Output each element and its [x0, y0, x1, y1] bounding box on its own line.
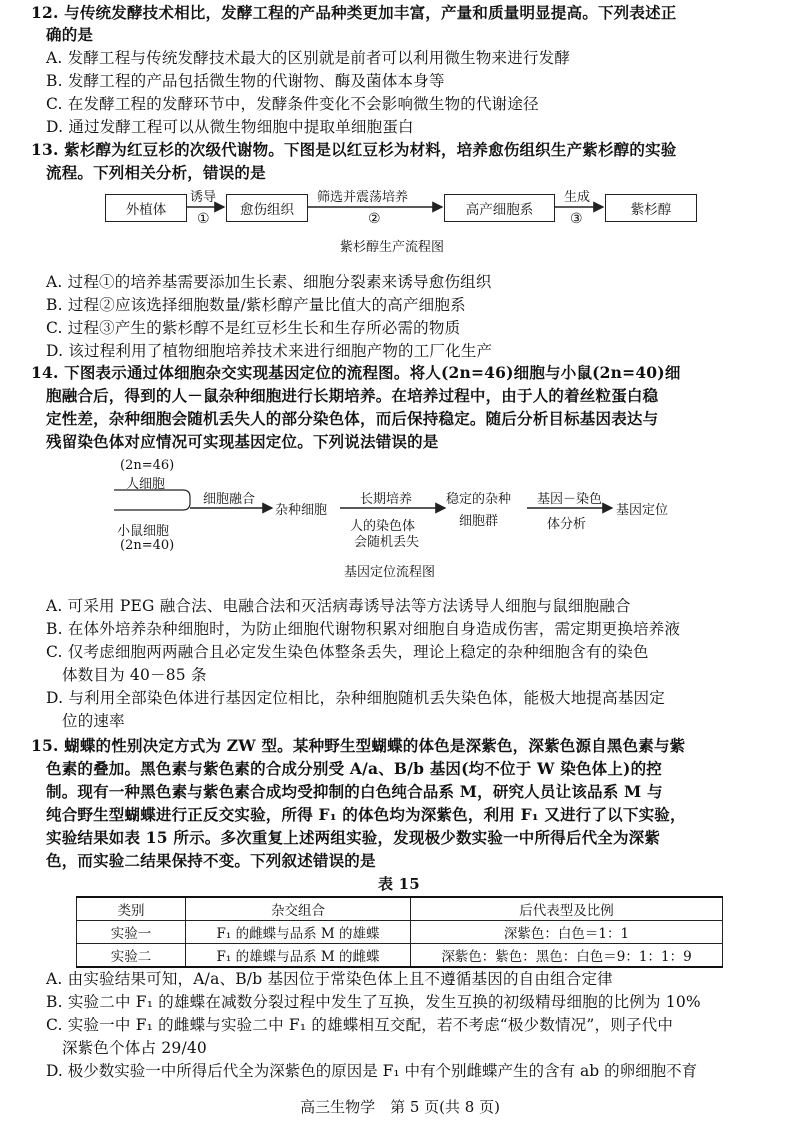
table-header-row — [77, 897, 723, 921]
question-14-option-b: B. 在体外培养杂种细胞时，为防止细胞代谢物积累对细胞自身造成伤害，需定期更换培养液 — [46, 620, 681, 638]
table-cell: 实验二 — [77, 944, 186, 968]
table-cell: 实验一 — [77, 921, 186, 944]
question-13-option-c: C. 过程③产生的紫杉醇不是红豆杉生长和生存所必需的物质 — [46, 319, 461, 337]
question-12-stem-line-1: 12. 与传统发酵技术相比，发酵工程的产品种类更加丰富，产量和质量明显提高。下列表述正 — [31, 3, 677, 22]
question-15-option-c-line-1: C. 实验一中 F₁ 的雌蝶与实验二中 F₁ 的雄蝶相互交配，若不考虑“极少数情况”，则子代中 — [46, 1016, 674, 1034]
question-15-option-d: D. 极少数实验一中所得后代全为深紫色的原因是 F₁ 中有个别雌蝶产生的含有 ab 的卵细胞不育 — [46, 1062, 698, 1080]
flow-box-callus: 愈伤组织 — [226, 194, 308, 222]
table-15-title: 表 15 — [378, 875, 420, 893]
question-12-option-b: B. 发酵工程的产品包括微生物的代谢物、酶及菌体本身等 — [46, 72, 445, 90]
question-13-option-d: D. 该过程利用了植物细胞培养技术来进行细胞产物的工厂化生产 — [46, 342, 493, 360]
step-3-marker: ③ — [570, 211, 583, 227]
table-cell: 深紫色：紫色：黑色：白色＝9：1：1：9 — [411, 944, 723, 968]
question-13-option-b: B. 过程②应该选择细胞数量/紫杉醇产量比值大的高产细胞系 — [46, 296, 466, 314]
long-term-culture-label: 长期培养 — [360, 492, 413, 507]
question-12-option-c: C. 在发酵工程的发酵环节中，发酵条件变化不会影响微生物的代谢途径 — [46, 95, 539, 113]
question-13-stem-line-1: 13. 紫杉醇为红豆杉的次级代谢物。下图是以红豆杉为材料，培养愈伤组织生产紫杉醇的实验 — [31, 140, 677, 159]
analysis-label-line-1: 基因－染色 — [537, 492, 603, 507]
question-15-stem-line-5: 实验结果如表 15 所示。多次重复上述两组实验，发现极少数实验一中所得后代全为深紫 — [46, 828, 661, 847]
question-13-option-a: A. 过程①的培养基需要添加生长素、细胞分裂素来诱导愈伤组织 — [46, 273, 492, 291]
table-cell: F₁ 的雄蝶与品系 M 的雌蝶 — [186, 944, 411, 968]
gene-location-result: 基因定位 — [616, 503, 669, 518]
flow-box-paclitaxel: 紫杉醇 — [605, 194, 697, 222]
flow-box-high-yield-cell-line: 高产细胞系 — [444, 194, 555, 222]
human-chromosome-number: (2n=46) — [120, 458, 175, 473]
analysis-label-line-2: 体分析 — [547, 517, 587, 532]
chromosome-loss-line-1: 人的染色体 — [350, 519, 416, 534]
mouse-cell-label: 小鼠细胞 — [117, 524, 170, 539]
question-14-stem-line-1: 14. 下图表示通过体细胞杂交实现基因定位的流程图。将人(2n=46)细胞与小鼠(2n=40)细 — [31, 363, 681, 382]
step-1-marker: ① — [197, 211, 210, 227]
question-15-stem-line-3: 制。现有一种黑色素与紫色素合成均受抑制的白色纯合品系 M，研究人员让该品系 M 与 — [46, 782, 663, 801]
stable-hybrid-line-1: 稳定的杂种 — [446, 492, 512, 507]
page-footer: 高三生物学 第 5 页(共 8 页) — [300, 1098, 500, 1116]
flow-box-explant: 外植体 — [105, 194, 187, 222]
cell-fusion-label: 细胞融合 — [203, 492, 256, 507]
question-14-option-a: A. 可采用 PEG 融合法、电融合法和灭活病毒诱导法等方法诱导人细胞与鼠细胞融合 — [46, 597, 631, 615]
table-row — [77, 944, 723, 968]
question-15-option-a: A. 由实验结果可知，A/a、B/b 基因位于常染色体上且不遵循基因的自由组合定律 — [46, 970, 613, 988]
question-12-option-d: D. 通过发酵工程可以从微生物细胞中提取单细胞蛋白 — [46, 118, 414, 136]
stable-hybrid-line-2: 细胞群 — [459, 514, 499, 529]
table-header-offspring: 后代表型及比例 — [411, 897, 723, 921]
arrow-induce-label: 诱导 — [190, 190, 217, 205]
question-14-stem-line-3: 定性差，杂种细胞会随机丢失人的部分染色体，而后保持稳定。随后分析目标基因表达与 — [46, 409, 659, 428]
question-15-option-b: B. 实验二中 F₁ 的雄蝶在减数分裂过程中发生了互换，发生互换的初级精母细胞的比例为 10% — [46, 993, 701, 1011]
table-header-cross: 杂交组合 — [186, 897, 411, 921]
human-cell-label: 人细胞 — [126, 477, 166, 492]
bracket-fusion — [114, 490, 190, 510]
question-14-option-d-line-1: D. 与利用全部染色体进行基因定位相比，杂种细胞随机丢失染色体，能极大地提高基因定 — [46, 689, 665, 707]
table-cell: F₁ 的雌蝶与品系 M 的雄蝶 — [186, 921, 411, 944]
question-14-option-c-line-2: 体数目为 40－85 条 — [62, 666, 207, 684]
question-13-stem-line-2: 流程。下列相关分析，错误的是 — [46, 163, 266, 182]
mouse-chromosome-number: (2n=40) — [120, 538, 175, 553]
question-14-option-d-line-2: 位的速率 — [62, 712, 125, 730]
question-12-option-a: A. 发酵工程与传统发酵技术最大的区别就是前者可以利用微生物来进行发酵 — [46, 49, 571, 67]
flow-13-caption: 紫杉醇生产流程图 — [340, 240, 445, 255]
question-12-stem-line-2: 确的是 — [46, 25, 94, 44]
arrow-generate-label: 生成 — [564, 190, 591, 205]
arrow-screen-culture-label: 筛选并震荡培养 — [317, 190, 409, 205]
table-15 — [76, 896, 723, 968]
flow-14-caption: 基因定位流程图 — [344, 565, 436, 580]
hybrid-cell-label: 杂种细胞 — [275, 503, 328, 518]
chromosome-loss-line-2: 会随机丢失 — [354, 535, 420, 550]
question-14-stem-line-2: 胞融合后，得到的人－鼠杂种细胞进行长期培养。在培养过程中，由于人的着丝粒蛋白稳 — [46, 386, 659, 405]
table-row — [77, 921, 723, 944]
question-14-option-c-line-1: C. 仅考虑细胞两两融合且必定发生染色体整条丢失，理论上稳定的杂种细胞含有的染色 — [46, 643, 649, 661]
question-15-stem-line-2: 色素的叠加。黑色素与紫色素的合成分别受 A/a、B/b 基因(均不位于 W 染色体上)的控 — [46, 759, 662, 778]
question-15-option-c-line-2: 深紫色个体占 29/40 — [62, 1039, 207, 1057]
step-2-marker: ② — [368, 211, 381, 227]
table-cell: 深紫色：白色＝1：1 — [411, 921, 723, 944]
question-15-stem-line-4: 纯合野生型蝴蝶进行正反交实验，所得 F₁ 的体色均为深紫色，利用 F₁ 又进行了以下实验， — [46, 805, 686, 824]
question-15-stem-line-6: 色，而实验二结果保持不变。下列叙述错误的是 — [46, 851, 376, 870]
question-15-stem-line-1: 15. 蝴蝶的性别决定方式为 ZW 型。某种野生型蝴蝶的体色是深紫色，深紫色源自黑色素与紫 — [31, 736, 686, 755]
question-14-stem-line-4: 残留染色体对应情况可实现基因定位。下列说法错误的是 — [46, 432, 439, 451]
table-header-category: 类别 — [77, 897, 186, 921]
